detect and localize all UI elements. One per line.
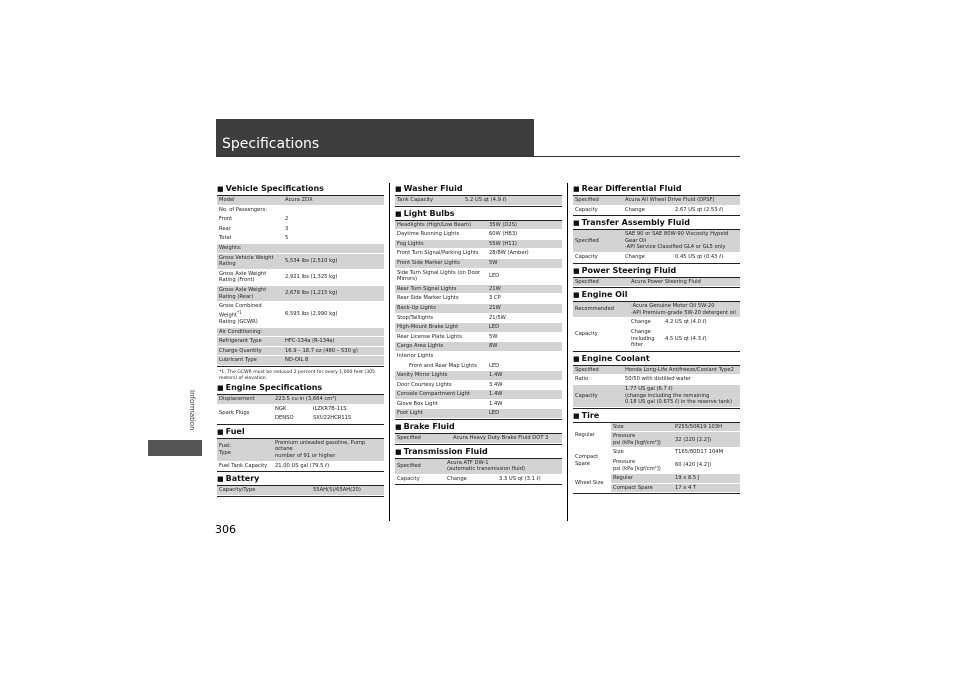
page-title: Specifications bbox=[222, 136, 320, 152]
table-light-bulbs bbox=[395, 220, 562, 420]
table-row: Gross Combined Weight$^{*1}$ Rating (GCWR) 6,593 lbs (2,990 kg) bbox=[217, 302, 384, 328]
table-row: Compact Spare 17 x 4 T bbox=[573, 483, 740, 493]
table-row: Rear License Plate Lights 5W bbox=[395, 332, 562, 342]
table-row: Change including filter 4.5 US qt (4.3 ℓ) bbox=[573, 327, 740, 350]
section-tire: ■ Tire bbox=[573, 411, 740, 421]
table-row: Gross Axle Weight Rating (Rear) 2,679 lbs (1,215 kg) bbox=[217, 285, 384, 301]
table-row: Front 2 bbox=[217, 215, 384, 225]
table-row: Rear Side Marker Lights 3 CP bbox=[395, 294, 562, 304]
table-row: Lubricant Type ND-OIL 8 bbox=[217, 356, 384, 366]
table-row: Pressure psi (kPa [kgf/cm²]) 32 (220 [2.2]) bbox=[573, 432, 740, 448]
section-battery: ■ Battery bbox=[217, 474, 384, 484]
table-row: Foot Light LED bbox=[395, 409, 562, 419]
table-row: Stop/Taillights 21/5W bbox=[395, 313, 562, 323]
column-3 bbox=[573, 184, 740, 496]
section-tab bbox=[148, 440, 202, 456]
column-2 bbox=[395, 184, 562, 487]
table-row: Rear Turn Signal Lights 21W bbox=[395, 284, 562, 294]
section-engine-coolant: ■ Engine Coolant bbox=[573, 354, 740, 364]
table-row: Fuel: Type Premium unleaded gasoline, Pump octane number of 91 or higher bbox=[217, 439, 384, 461]
table-row: Regular Size P255/50R19 103H bbox=[573, 423, 740, 432]
table-vehicle-specs bbox=[217, 195, 384, 367]
table-engine-coolant bbox=[573, 365, 740, 409]
table-power-steering-fluid bbox=[573, 277, 740, 289]
table-row: Displacement 223.5 cu-in (3,664 cm³) bbox=[217, 395, 384, 404]
table-row: Capacity Change 4.2 US qt (4.0 ℓ) bbox=[573, 318, 740, 328]
table-row: Refrigerant Type HFC-134a (R-134a) bbox=[217, 337, 384, 347]
section-rear-differential-fluid: ■ Rear Differential Fluid bbox=[573, 184, 740, 194]
table-row: Vanity Mirror Lights 1.4W bbox=[395, 371, 562, 381]
table-row: Rear 3 bbox=[217, 224, 384, 234]
table-row: No. of Passengers: bbox=[217, 205, 384, 215]
table-row: Recommended ·Acura Genuine Motor Oil 5W-20 ·API Premium-grade 5W-20 detergent oil bbox=[573, 302, 740, 318]
table-engine-oil bbox=[573, 301, 740, 352]
table-tire bbox=[573, 422, 740, 495]
table-row: Interior Lights bbox=[395, 351, 562, 361]
table-transfer-assembly-fluid bbox=[573, 229, 740, 263]
side-section-label: Information bbox=[188, 390, 196, 431]
column-divider-1 bbox=[389, 183, 390, 521]
table-row: Charge Quantity 16.9 – 18.7 oz (480 – 530 g) bbox=[217, 346, 384, 356]
table-row: Glove Box Light 1.4W bbox=[395, 399, 562, 409]
section-brake-fluid: ■ Brake Fluid bbox=[395, 422, 562, 432]
table-row: Wheel Size Regular 19 x 8.5 J bbox=[573, 474, 740, 484]
section-vehicle-specs: ■ Vehicle Specifications bbox=[217, 184, 384, 194]
page-number: 306 bbox=[215, 523, 236, 536]
table-row: Spark Plugs NGK ILZKR7B-11S bbox=[217, 404, 384, 414]
section-power-steering-fluid: ■ Power Steering Fluid bbox=[573, 266, 740, 276]
column-1 bbox=[217, 184, 384, 499]
table-row: Capacity Change 2.67 US qt (2.53 ℓ) bbox=[573, 205, 740, 215]
table-row: Front and Rear Map Lights LED bbox=[395, 361, 562, 371]
table-row: Specified SAE 90 or SAE 80W-90 Viscosity Hypoid Gear Oil ·API Service Classified GL4 or GL5 only bbox=[573, 230, 740, 252]
table-row: Daytime Running Lights 60W (HB3) bbox=[395, 230, 562, 240]
section-fuel: ■ Fuel bbox=[217, 427, 384, 437]
table-row: Tank Capacity 5.2 US qt (4.9 ℓ) bbox=[395, 196, 562, 205]
table-row: Capacity Change 0.45 US qt (0.43 ℓ) bbox=[573, 252, 740, 262]
table-row: Specified Honda Long-Life Antifreeze/Coolant Type2 bbox=[573, 366, 740, 375]
table-row: DENSO SXU22HCR11S bbox=[217, 414, 384, 424]
footnote-gcwr: *1: The GCWR must be reduced 2 percent for every 1,000 feet (305 meters) of elevation. bbox=[219, 370, 375, 382]
table-row: Total 5 bbox=[217, 234, 384, 244]
table-row: Door Courtesy Lights 3.4W bbox=[395, 380, 562, 390]
table-battery bbox=[217, 485, 384, 497]
table-row: Back-Up Lights 21W bbox=[395, 303, 562, 313]
table-transmission-fluid bbox=[395, 458, 562, 486]
section-transmission-fluid: ■ Transmission Fluid bbox=[395, 447, 562, 457]
table-row: Specified Acura All Wheel Drive Fluid (DPSF) bbox=[573, 196, 740, 205]
table-row: Capacity Change 3.3 US qt (3.1 ℓ) bbox=[395, 474, 562, 484]
table-row: Specified Acura ATF DW-1 (automatic transmission fluid) bbox=[395, 459, 562, 475]
table-row: Front Turn Signal/Parking Lights 28/8W (Amber) bbox=[395, 249, 562, 259]
column-divider-2 bbox=[567, 183, 568, 521]
table-row: Pressure psi (kPa [kgf/cm²]) 60 (420 [4.2]) bbox=[573, 458, 740, 474]
table-row: Capacity 1.77 US gal (6.7 ℓ) (change including the remaining 0.18 US gal (0.675 ℓ) in the reserve tank) bbox=[573, 384, 740, 407]
table-row: Fuel Tank Capacity 21.00 US gal (79.5 ℓ) bbox=[217, 461, 384, 471]
table-row: Front Side Marker Lights 5W bbox=[395, 258, 562, 268]
table-row: Weights: bbox=[217, 243, 384, 253]
title-rule bbox=[216, 156, 740, 157]
table-washer-fluid bbox=[395, 195, 562, 207]
table-row: Side Turn Signal Lights (on Door Mirrors) LED bbox=[395, 268, 562, 284]
section-light-bulbs: ■ Light Bulbs bbox=[395, 209, 562, 219]
table-fuel bbox=[217, 438, 384, 472]
table-brake-fluid bbox=[395, 433, 562, 445]
section-transfer-assembly-fluid: ■ Transfer Assembly Fluid bbox=[573, 218, 740, 228]
table-row: Specified Acura Power Steering Fluid bbox=[573, 278, 740, 287]
table-row: Compact Spare Size T165/80D17 104M bbox=[573, 448, 740, 458]
section-engine-specs: ■ Engine Specifications bbox=[217, 383, 384, 393]
table-row: Capacity/Type 55AH(5)/65AH(20) bbox=[217, 486, 384, 495]
table-row: Ratio 50/50 with distilled water bbox=[573, 375, 740, 385]
table-row: Gross Vehicle Weight Rating 5,534 lbs (2,510 kg) bbox=[217, 253, 384, 269]
table-row: High-Mount Brake Light LED bbox=[395, 323, 562, 333]
table-row: Specified Acura Heavy Duty Brake Fluid DOT 3 bbox=[395, 434, 562, 443]
section-engine-oil: ■ Engine Oil bbox=[573, 290, 740, 300]
table-engine-specs bbox=[217, 394, 384, 425]
table-row: Headlights (High/Low Beam) 35W (D2S) bbox=[395, 221, 562, 230]
table-row: Air Conditioning: bbox=[217, 327, 384, 337]
table-row: Model Acura ZDX bbox=[217, 196, 384, 205]
table-row: Gross Axle Weight Rating (Front) 2,921 lbs (1,325 kg) bbox=[217, 269, 384, 285]
table-rear-differential-fluid bbox=[573, 195, 740, 216]
table-row: Console Compartment Light 1.4W bbox=[395, 390, 562, 400]
table-row: Cargo Area Lights 8W bbox=[395, 342, 562, 352]
table-row: Fog Lights 55W (H11) bbox=[395, 239, 562, 249]
section-washer-fluid: ■ Washer Fluid bbox=[395, 184, 562, 194]
